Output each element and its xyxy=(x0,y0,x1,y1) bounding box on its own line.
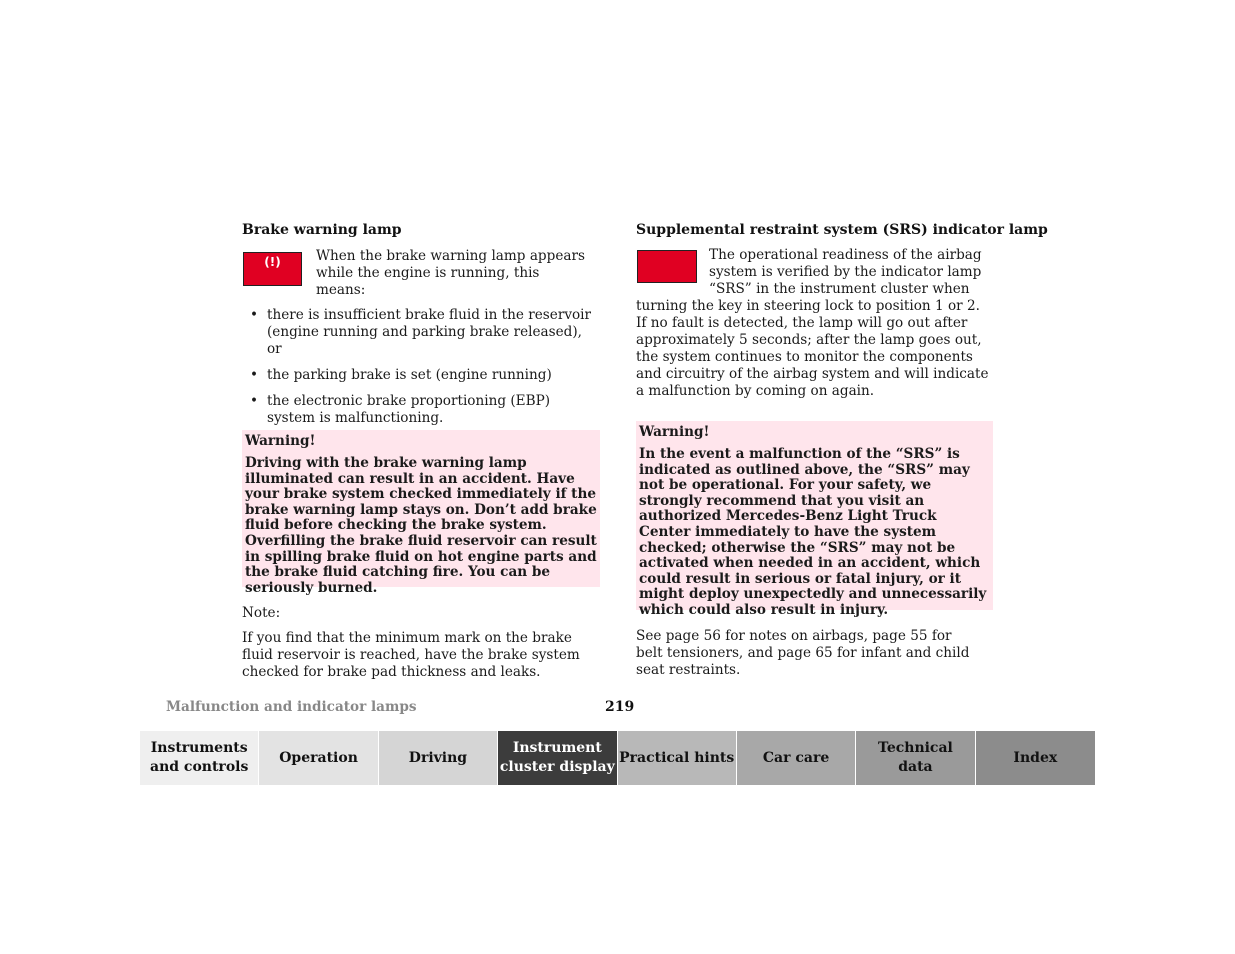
tab-label: Driving xyxy=(408,749,468,766)
list-item: • there is insufficient brake fluid in the reservoir (engine running and parking brake released), or xyxy=(250,307,592,357)
brake-lamp-heading: Brake warning lamp xyxy=(242,222,402,238)
brake-symbol: (!) xyxy=(264,255,281,269)
tab-label: Car care xyxy=(762,749,830,766)
tab-label: Index xyxy=(1013,749,1058,766)
page-number: 219 xyxy=(605,699,635,715)
list-item: • the parking brake is set (engine running) xyxy=(250,367,552,383)
srs-intro: The operational readiness of the airbag system is verified by the indicator lamp “SRS” in the instrument cluster when xyxy=(709,247,982,297)
warning-title: Warning! xyxy=(639,424,710,440)
srs-indicator-lamp-icon xyxy=(637,250,697,283)
tab-label: Instruments xyxy=(150,740,248,756)
warning-body: Driving with the brake warning lamp illuminated can result in an accident. Have your brake system checked immediately if the brake warning lamp stays on. Don’t add brake fluid before checking the brake system. Overfilling the brake fluid reservoir can result in spilling brake fluid on hot engine parts and the brake fluid catching fire. You can be seriously burned. xyxy=(245,455,597,596)
tab-car-care[interactable] xyxy=(737,731,856,785)
srs-warning-box xyxy=(636,421,993,618)
tab-operation[interactable] xyxy=(259,731,378,785)
warning-title: Warning! xyxy=(245,433,316,449)
section-title: Malfunction and indicator lamps xyxy=(166,699,417,715)
tab-label: cluster display xyxy=(499,759,615,775)
tab-label: Technical xyxy=(878,740,953,756)
brake-warning-lamp-icon xyxy=(243,252,302,286)
see-also-text: See page 56 for notes on airbags, page 55 for belt tensioners, and page 65 for infant and child seat restraints. xyxy=(636,628,970,678)
brake-conditions-list xyxy=(243,307,599,436)
srs-lamp-heading: Supplemental restraint system (SRS) indicator lamp xyxy=(636,222,1048,238)
tab-technical-data[interactable] xyxy=(856,731,975,785)
brake-warning-box xyxy=(242,430,600,596)
tab-instrument-cluster-display[interactable] xyxy=(498,731,617,785)
tab-driving[interactable] xyxy=(379,731,498,785)
note-text: If you find that the minimum mark on the brake fluid reservoir is reached, have the brake system checked for brake pad thickness and leaks. xyxy=(242,630,580,680)
tab-instruments-and-controls[interactable] xyxy=(140,731,259,785)
list-item: • the electronic brake proportioning (EBP) system is malfunctioning. xyxy=(250,393,551,426)
brake-lamp-intro: When the brake warning lamp appears while the engine is running, this means: xyxy=(316,248,585,298)
tab-index[interactable] xyxy=(976,731,1095,785)
tab-practical-hints[interactable] xyxy=(618,731,737,785)
tab-label: data xyxy=(898,759,933,775)
chapter-nav-bar xyxy=(140,731,1095,785)
note-label: Note: xyxy=(242,605,281,621)
srs-intro-continued: turning the key in steering lock to position 1 or 2. If no fault is detected, the lamp will go out after approximately 5 seconds; after the lamp goes out, the system continues to monitor the components and circuitry of the airbag system and will indicate a malfunction by coming on again. xyxy=(636,298,989,399)
tab-label: and controls xyxy=(150,759,249,775)
tab-label: Instrument xyxy=(512,740,602,756)
tab-label: Practical hints xyxy=(619,749,735,766)
tab-label: Operation xyxy=(279,749,358,766)
warning-body: In the event a malfunction of the “SRS” is indicated as outlined above, the “SRS” may not be operational. For your safety, we strongly recommend that you visit an authorized Mercedes-Benz Light Truck Center immediately to have the system checked; otherwise the “SRS” may not be activated when needed in an accident, which could result in serious or fatal injury, or it might deploy unexpectedly and unnecessarily which could also result in injury. xyxy=(639,446,987,618)
